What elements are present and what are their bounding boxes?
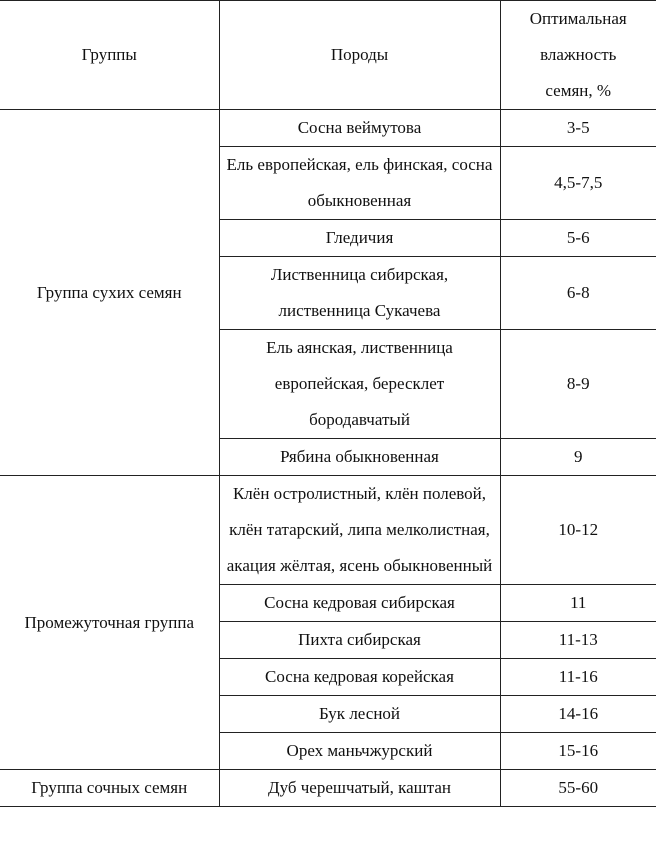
moisture-cell: 14-16: [500, 696, 656, 733]
table-row: [0, 770, 656, 807]
species-cell: Пихта сибирская: [219, 622, 500, 659]
header-moisture: [500, 1, 656, 110]
species-cell: Орех маньчжурский: [219, 733, 500, 770]
moisture-cell: 3-5: [500, 110, 656, 147]
species-cell: Сосна кедровая корейская: [219, 659, 500, 696]
moisture-cell: 11-16: [500, 659, 656, 696]
species-cell: Лиственница сибирская, лиственница Сукачева: [219, 257, 500, 330]
moisture-cell: 11: [500, 585, 656, 622]
moisture-cell: 10-12: [500, 476, 656, 585]
species-cell: Сосна веймутова: [219, 110, 500, 147]
header-moisture-line3: семян, %: [545, 81, 612, 100]
species-cell: Бук лесной: [219, 696, 500, 733]
species-cell: Сосна кедровая сибирская: [219, 585, 500, 622]
header-groups: Группы: [0, 1, 219, 110]
species-cell: Рябина обыкновенная: [219, 439, 500, 476]
species-cell: Дуб черешчатый, каштан: [219, 770, 500, 807]
species-cell: Гледичия: [219, 220, 500, 257]
header-row: [0, 1, 656, 110]
moisture-cell: 4,5-7,5: [500, 147, 656, 220]
species-cell: Ель европейская, ель финская, сосна обыкновенная: [219, 147, 500, 220]
moisture-cell: 55-60: [500, 770, 656, 807]
group-cell-juicy: [0, 770, 219, 807]
moisture-cell: 8-9: [500, 330, 656, 439]
table-row: [0, 476, 656, 585]
header-moisture-line2: влажность: [540, 45, 617, 64]
header-species: Породы: [219, 1, 500, 110]
header-moisture-line1: Оптимальная: [529, 9, 627, 28]
group-cell-dry: [0, 110, 219, 476]
moisture-cell: 15-16: [500, 733, 656, 770]
moisture-cell: 6-8: [500, 257, 656, 330]
group-name: Группа сочных семян: [31, 778, 188, 797]
moisture-cell: 5-6: [500, 220, 656, 257]
group-name: Промежуточная группа: [24, 612, 195, 632]
group-name: Группа сухих семян: [36, 282, 182, 302]
species-cell: Клён остролистный, клён полевой, клён татарский, липа мелколистная, акация жёлтая, ясень обыкновенный: [219, 476, 500, 585]
species-cell: Ель аянская, лиственница европейская, бересклет бородавчатый: [219, 330, 500, 439]
moisture-cell: 9: [500, 439, 656, 476]
table-row: [0, 110, 656, 147]
moisture-cell: 11-13: [500, 622, 656, 659]
group-cell-intermediate: [0, 476, 219, 770]
